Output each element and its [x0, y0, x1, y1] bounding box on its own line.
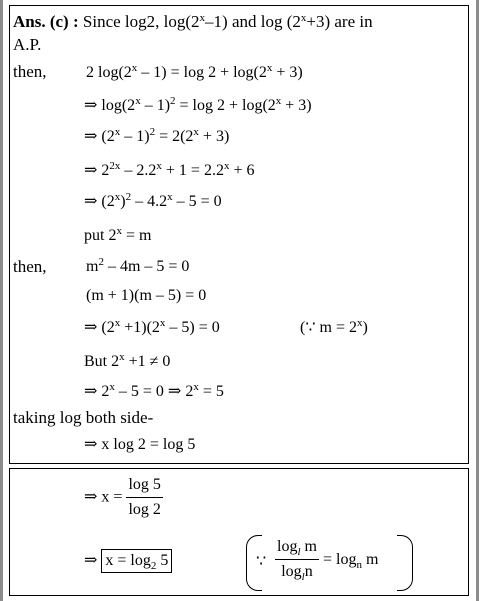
intro-text: Since log2, log(2$^x$–1) and $\log (2^x+3)$ are in: [82, 12, 373, 31]
equation-step-9-note: (∵ $m = 2^x$): [300, 317, 368, 336]
intro-line: [13, 12, 373, 32]
final-answer-line: ⇒ $x = \log_2 5$: [84, 549, 172, 573]
right-parenthesis: [397, 535, 413, 591]
equation-step-4: ⇒ $2^{2x} - 2.2^x + 1 = 2.2^x + 6$: [84, 160, 255, 179]
rule-numerator: $\log_l m$: [277, 538, 317, 558]
equation-step-2: ⇒ $\log(2^x - 1)^2 = \log 2 + \log(2^x + 3)$: [84, 95, 312, 114]
then-label-2: then,: [13, 257, 47, 276]
equation-step-5: ⇒ $(2^x)^2 - 4.2^x - 5 = 0$: [84, 191, 222, 210]
left-window-edge: [0, 0, 3, 601]
final-fraction-line: ⇒ x = $\frac{\log 5}{\log 2}$: [84, 476, 161, 518]
equation-step-3: ⇒ $(2^x - 1)^2 = 2(2^x + 3)$: [84, 126, 230, 145]
then-label-1: then,: [13, 62, 47, 81]
boxed-answer: $x = \log_2 5$: [101, 549, 172, 573]
equation-step-12: ⇒ x log 2 = log 5: [84, 436, 196, 453]
fraction-denominator: log 2: [128, 501, 161, 518]
rule-denominator: $\log_ln$: [281, 563, 313, 583]
rule-fraction: [275, 537, 319, 582]
rule-rhs: = $\log_n m$: [322, 550, 379, 571]
equation-step-6: put $2^x = m$: [84, 225, 152, 244]
taking-log-label: taking log both side-: [13, 408, 154, 427]
answer-label: Ans. (c) :: [13, 12, 79, 31]
equation-step-9: ⇒ $(2^x +1)(2^x - 5) = 0$: [84, 317, 220, 336]
intro-line-2: A.P.: [13, 35, 42, 54]
equation-step-1: 2 $\log(2^x - 1) = \log 2 + \log(2^x + 3)$: [86, 62, 303, 81]
log-fraction: [126, 475, 162, 520]
equation-step-10: But $2^x +1 \ne 0$: [84, 351, 171, 370]
fraction-numerator: log 5: [126, 475, 162, 498]
equation-step-7: $m^2 - 4m - 5 = 0$: [86, 256, 190, 275]
because-symbol: ∵: [256, 553, 267, 570]
equation-step-11: ⇒ 2$^x$ – 5 = 0 ⇒ $2^x = 5$: [84, 381, 224, 400]
equation-step-8: (m + 1)(m – 5) = 0: [86, 287, 207, 304]
base-change-rule: [275, 537, 378, 582]
